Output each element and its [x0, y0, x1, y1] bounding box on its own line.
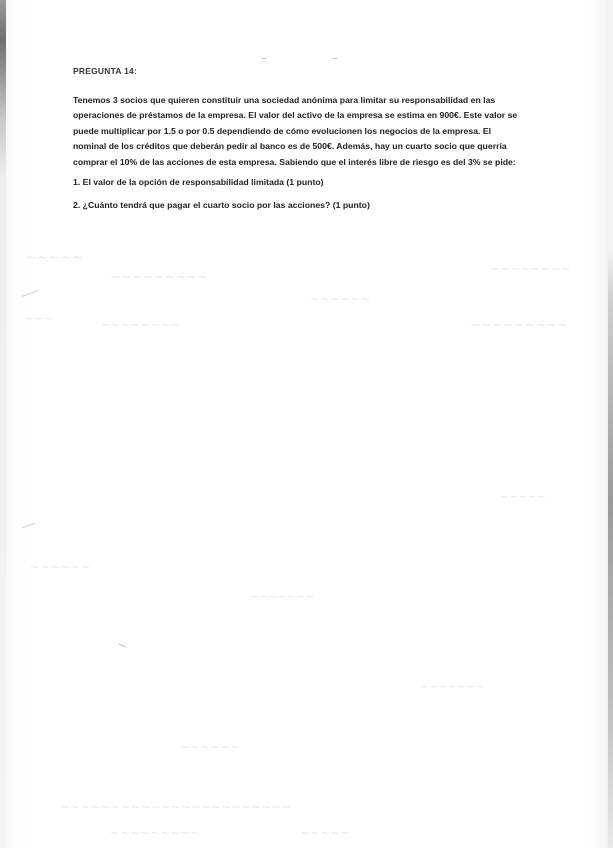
bleed-through-mark: ~~~~~ [500, 490, 547, 503]
bleed-through-mark: ~~~~~~ [310, 292, 371, 306]
bleed-through-mark: ~~~~~~~~~~~~~~~~~~~~~~~ [60, 800, 292, 814]
bleed-through-mark: ~~~~~~~~ [490, 262, 571, 276]
pencil-mark [333, 58, 337, 59]
bleed-through-mark: ~~~~~~~ [250, 590, 315, 603]
bleed-through-mark: ~~~~~~~~~ [110, 826, 201, 840]
bleed-through-mark: ~~~~~~ [180, 740, 241, 754]
bleed-through-mark: ~~~~~ [300, 826, 351, 840]
question-title: PREGUNTA 14: [73, 66, 138, 76]
question-statement: Tenemos 3 socios que quieren constituir una sociedad anónima para limitar su responsabilidad en las operaciones de préstamos de la empresa. El valor del activo de la empresa se estima en 900€. Este valor se puede multiplicar por 1.5 o por 0.5 dependiendo de cómo evolucionen los negocios de la empresa. El nominal de los créditos que deberán pedir al banco es de 500€. Además, hay un cuarto socio que querría comprar el 10% de las acciones de esta empresa. Sabiendo que el interés libre de riesgo es del 3% se pide: [73, 95, 518, 167]
bleed-through-mark: ~~~~~ [25, 250, 84, 266]
question-item-2: 2. ¿Cuánto tendrá que pagar el cuarto socio por las acciones? (1 punto) [73, 200, 370, 211]
bleed-through-mark: ~~~ [25, 312, 53, 325]
pencil-mark [22, 290, 37, 296]
pencil-mark [118, 643, 126, 647]
pencil-mark [22, 523, 35, 529]
bleed-through-mark: ~~~~~~ [30, 560, 91, 574]
question-block [73, 66, 523, 222]
bleed-through-mark: ~~~~~~~~~ [470, 318, 569, 333]
question-item-1: 1. El valor de la opción de responsabilidad limitada (1 punto) [73, 177, 324, 188]
pencil-mark [262, 58, 266, 59]
bleed-through-mark: ~~~~~~~ [420, 680, 485, 693]
scan-shadow-right [608, 0, 613, 848]
bleed-through-mark: ~~~~~~~~~ [110, 270, 209, 285]
scan-shadow-left [0, 0, 6, 848]
bleed-through-mark: ~~~~~~~~ [100, 318, 181, 332]
